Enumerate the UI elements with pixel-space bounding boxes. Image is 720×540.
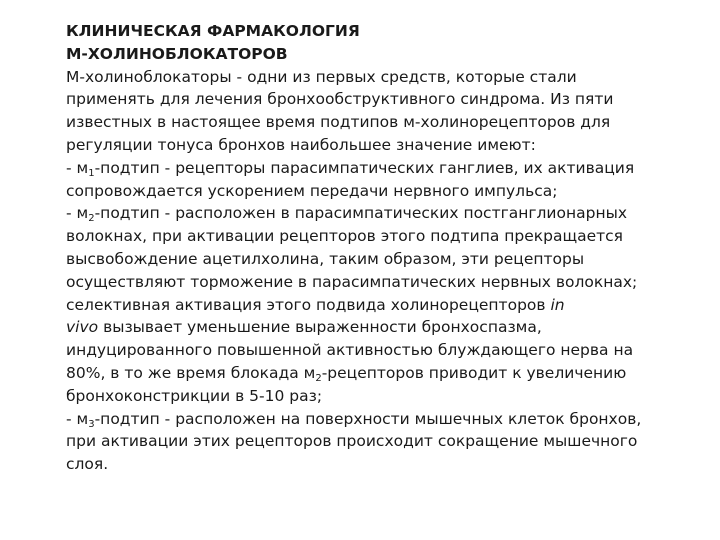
- body-line: высвобождение ацетилхолина, таким образом, эти рецепторы: [66, 249, 585, 268]
- body-line: сопровождается ускорением передачи нервного импульса;: [66, 181, 558, 200]
- body-line: бронхоконстрикции в 5-10 раз;: [66, 386, 323, 405]
- subscript: 1: [88, 167, 95, 179]
- subscript: 3: [88, 418, 95, 430]
- body-line: известных в настоящее время подтипов м-холинорецепторов для: [66, 113, 611, 132]
- text-run: -подтип - рецепторы парасимпатических ганглиев, их активация: [94, 158, 635, 177]
- text-run: селективная активация этого подвида холинорецепторов: [66, 295, 551, 314]
- body-line: при активации этих рецепторов происходит сокращение мышечного: [66, 432, 638, 451]
- text-run: вызывает уменьшение выраженности бронхоспазма,: [98, 318, 542, 337]
- body-line: [66, 294, 706, 317]
- body-line-m1: [66, 157, 706, 180]
- body-line: [66, 316, 706, 339]
- body-line-m2: [66, 202, 706, 225]
- body-line: осуществляют торможение в парасимпатических нервных волокнах;: [66, 272, 638, 291]
- italic-text: in: [550, 295, 565, 314]
- body-line: слоя.: [66, 455, 109, 474]
- body-line: М-холиноблокаторы - одни из первых средств, которые стали: [66, 67, 577, 86]
- body-line: [66, 362, 706, 385]
- text-run: -подтип - расположен на поверхности мышечных клеток бронхов,: [94, 409, 642, 428]
- title-line-2: М-ХОЛИНОБЛОКАТОРОВ: [66, 44, 288, 63]
- text-run: - м: [66, 204, 89, 223]
- body-line: индуцированного повышенной активностью блуждающего нерва на: [66, 341, 634, 360]
- italic-text: vivo: [66, 318, 99, 337]
- slide-content: [66, 20, 706, 476]
- text-run: 80%, в то же время блокада м: [66, 363, 316, 382]
- body-line: применять для лечения бронхообструктивного синдрома. Из пяти: [66, 90, 614, 109]
- subscript: 2: [88, 213, 95, 225]
- body-line: регуляции тонуса бронхов наибольшее значение имеют:: [66, 135, 536, 154]
- body-line: волокнах, при активации рецепторов этого подтипа прекращается: [66, 227, 624, 246]
- subscript: 2: [315, 372, 322, 384]
- body-text: [66, 66, 706, 476]
- text-run: - м: [66, 158, 89, 177]
- body-line-m3: [66, 408, 706, 431]
- title-line-1: КЛИНИЧЕСКАЯ ФАРМАКОЛОГИЯ: [66, 22, 360, 40]
- text-run: -рецепторов приводит к увеличению: [321, 363, 627, 382]
- text-run: -подтип - расположен в парасимпатических постганглионарных: [94, 204, 628, 223]
- text-run: - м: [66, 409, 89, 428]
- slide-title: [66, 20, 706, 66]
